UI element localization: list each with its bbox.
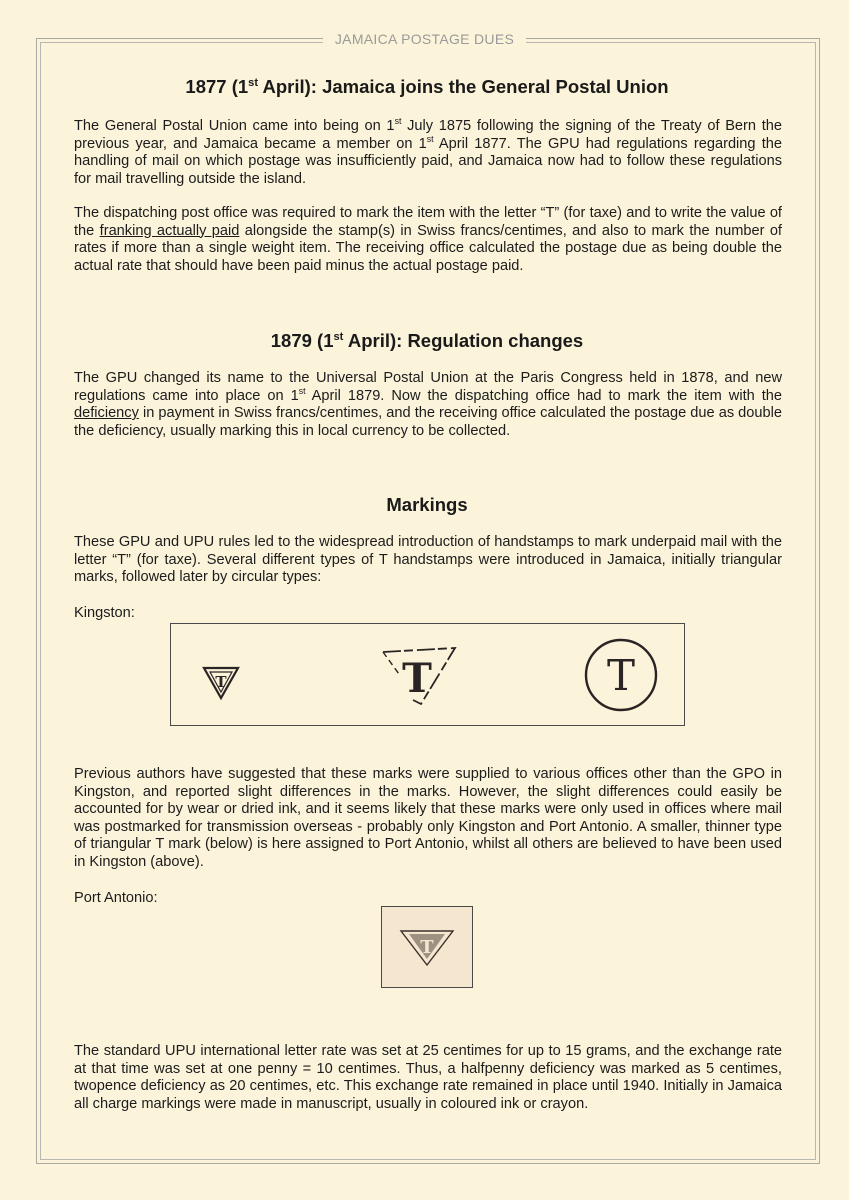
markings-paragraph-2: Previous authors have suggested that these marks were supplied to various offices other than the GPO in Kingston, and reported slight differences in the marks. However, the slight differences could easily be accounted for by wear or dried ink, and it seems likely that these marks were only used in offices where mail was postmarked for transmission overseas - probably only Kingston and Port Antonio. A smaller, thinner type of triangular T mark (below) is here assigned to Port Antonio, whilst all others are believed to have been used in Kingston (above). [74, 766, 782, 870]
kingston-label: Kingston: [74, 605, 135, 621]
small-triangular-t-letter: T [420, 937, 434, 958]
section-1877-paragraph-2: The dispatching post office was required to mark the item with the letter “T” (for taxe) and to write the value of the franking actually paid alongside the stamp(s) in Swiss francs/centimes, and also to mark the number of rates if more than a single weight item. The receiving office calculated the postage due as being double the actual rate that should have been paid minus the actual postage paid. [74, 205, 782, 274]
small-triangular-t-mark [399, 927, 455, 967]
markings-heading: Markings [386, 494, 468, 515]
port-antonio-marking-panel [381, 906, 473, 988]
section-1877-paragraph-1: The General Postal Union came into being on 1st July 1875 following the signing of the Treaty of Bern the previous year, and Jamaica became a member on 1st April 1877. The GPU had regulations regarding the handling of mail on which postage was insufficiently paid, and Jamaica now had to follow these regulations for mail travelling outside the island. [74, 116, 783, 187]
circular-t-letter: T [606, 651, 636, 700]
circular-t-mark [583, 637, 659, 713]
port-antonio-label: Port Antonio: [74, 890, 158, 906]
markings-paragraph-1: These GPU and UPU rules led to the widespread introduction of handstamps to mark underpaid mail with the letter “T” (for taxe). Several different types of T handstamps were introduced in Jamaica, initially triangular marks, followed later by circular types: [74, 534, 782, 585]
markings-paragraph-3: The standard UPU international letter rate was set at 25 centimes for up to 15 grams, and the exchange rate at that time was set at one penny = 10 centimes. Thus, a halfpenny deficiency was marked as 5 centimes, twopence deficiency as 20 centimes, etc. This exchange rate remained in place until 1940. Initially in Jamaica all charge markings were made in manuscript, usually in coloured ink or crayon. [74, 1043, 782, 1112]
kingston-markings-panel [170, 623, 685, 726]
page-header [0, 31, 849, 47]
section-1877-heading: 1877 (1st April): Jamaica joins the General Postal Union [185, 76, 669, 97]
section-1879-paragraph: The GPU changed its name to the Universal Postal Union at the Paris Congress held in 1878, and new regulations came into place on 1st April 1879. Now the dispatching office had to mark the item with the deficiency in payment in Swiss francs/centimes, and the receiving office calculated the postage due as double the deficiency, usually marking this in local currency to be collected. [74, 370, 782, 439]
triangular-t-mark-2 [379, 644, 459, 706]
triangular-t-letter-1: T [215, 673, 227, 691]
section-1879-heading: 1879 (1st April): Regulation changes [270, 330, 584, 351]
triangular-t-mark-1 [201, 662, 241, 702]
triangular-t-letter-2: T [402, 655, 432, 702]
header-title: JAMAICA POSTAGE DUES [323, 31, 526, 47]
